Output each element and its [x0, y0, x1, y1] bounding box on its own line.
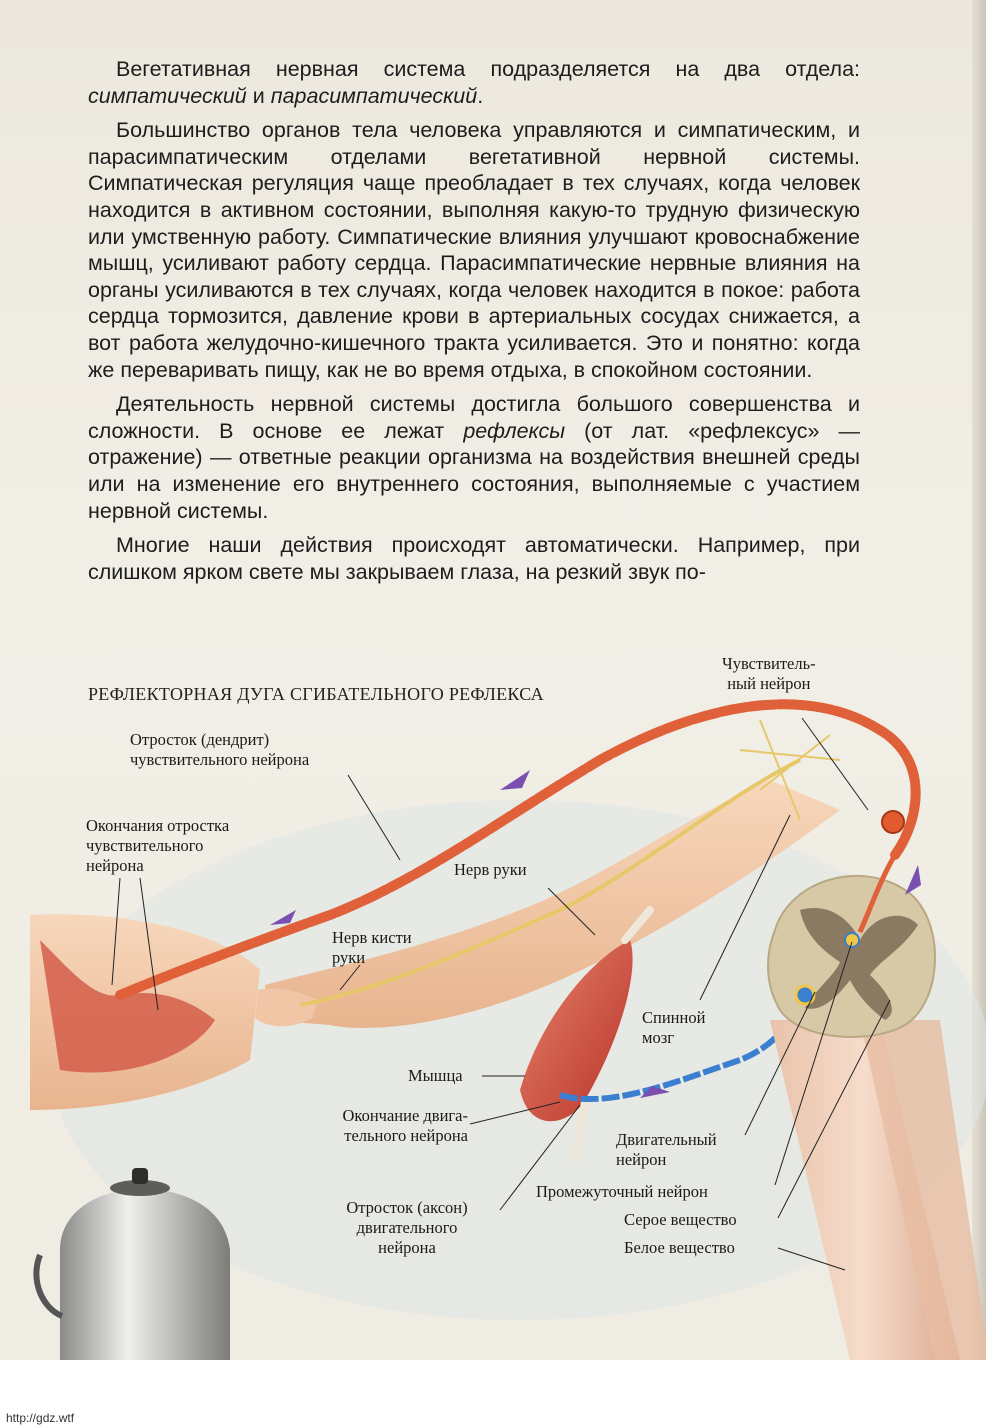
paragraph-4: Многие наши действия происходят автоматически. Например, при слишком ярком свете мы закрываем глаза, на резкий звук по-: [88, 533, 860, 584]
label-dendrite: Отросток (дендрит) чувствительного нейрона: [130, 730, 310, 769]
paragraph-1: Вегетативная нервная система подразделяется на два отдела: симпатический и парасимпатический.: [88, 57, 860, 108]
label-gray-matter: Серое вещество: [624, 1210, 737, 1229]
label-muscle: Мышца: [408, 1066, 463, 1085]
paragraph-2: Большинство органов тела человека управляются и симпатическим, и парасимпатическим отделами вегетативной нервной системы. Симпатическая регуляция чаще преобладает в тех случаях, когда человек находится в активном состоянии, выполняя какую-то трудную физическую или умственную работу. Симпатические влияния улучшают кровоснабжение мышц, усиливают работу сердца. Парасимпатические нервные влияния на органы усиливаются в тех случаях, когда человек находится в покое: работа сердца тормозится, давление крови в артериальных сосудах снижается, а вот работа желудочно-кишечного тракта усиливается. Это и понятно: когда же переваривать пищу, как не во время отдыха, в спокойном состоянии.: [88, 118, 860, 382]
footer-link[interactable]: http://gdz.wtf: [6, 1411, 75, 1425]
interneuron: [845, 933, 859, 947]
label-axon: Отросток (аксон) двигательного нейрона: [346, 1198, 468, 1257]
label-motor-ending: Окончание двига- тельного нейрона: [342, 1106, 468, 1145]
label-sensory-neuron: Чувствитель- ный нейрон: [722, 654, 816, 693]
label-motor-neuron: Двигательный нейрон: [616, 1130, 717, 1169]
figure-title: РЕФЛЕКТОРНАЯ ДУГА СГИБАТЕЛЬНОГО РЕФЛЕКСА: [88, 684, 544, 704]
label-white-matter: Белое вещество: [624, 1238, 735, 1257]
label-endings: Окончания отростка чувствительного нейрона: [86, 816, 230, 875]
arrow-sensory-root: [905, 865, 921, 895]
label-interneuron: Промежуточный нейрон: [536, 1182, 708, 1201]
motor-neuron-body: [796, 986, 814, 1004]
label-spinal-cord: Спинной мозг: [642, 1008, 706, 1047]
body-text: [88, 56, 860, 593]
paragraph-3: Деятельность нервной системы достигла большого совершенства и сложности. В основе ее лежат рефлексы (от лат. «рефлексус» — отражение) — ответные реакции организма на воздействия внешней среды или на изменение его внутреннего состояния, выполняемые с участием нервной системы.: [88, 392, 860, 523]
sensory-neuron-body: [882, 811, 904, 833]
label-arm-nerve: Нерв руки: [454, 860, 527, 879]
leader-sensory-neuron: [802, 718, 868, 810]
label-hand-nerve: Нерв кисти руки: [332, 928, 412, 967]
arrow-dendrite: [500, 770, 530, 790]
